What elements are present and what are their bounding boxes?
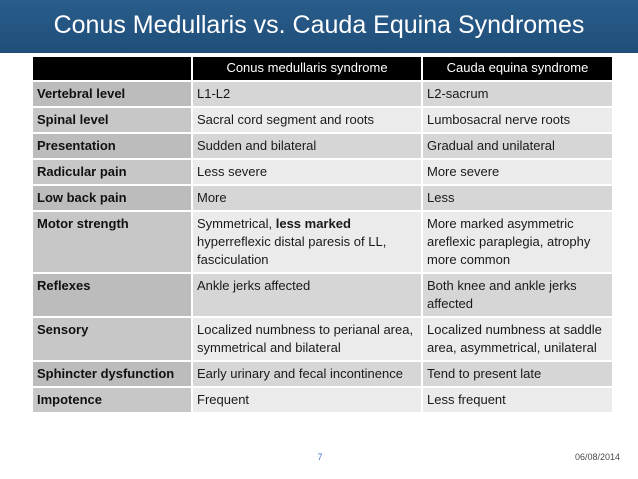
cauda-cell: Tend to present late [422,361,612,387]
cauda-cell: Less [422,185,612,211]
table-row [32,107,612,133]
conus-text-pre: Symmetrical, [197,216,276,231]
row-label: Sensory [32,317,192,361]
header-cauda-equina: Cauda equina syndrome [422,56,612,81]
row-label: Spinal level [32,107,192,133]
conus-cell [192,211,422,273]
table-row [32,81,612,107]
cauda-cell: Localized numbness at saddle area, asymmetrical, unilateral [422,317,612,361]
table-row [32,133,612,159]
row-label: Impotence [32,387,192,412]
table-row [32,387,612,412]
cauda-cell: L2-sacrum [422,81,612,107]
header-conus-medullaris: Conus medullaris syndrome [192,56,422,81]
conus-cell: Frequent [192,387,422,412]
slide-title: Conus Medullaris vs. Cauda Equina Syndromes [53,11,585,39]
table-row [32,159,612,185]
conus-cell: More [192,185,422,211]
conus-cell: Early urinary and fecal incontinence [192,361,422,387]
conus-cell: L1-L2 [192,81,422,107]
cauda-cell: More severe [422,159,612,185]
cauda-cell: Gradual and unilateral [422,133,612,159]
conus-cell: Localized numbness to perianal area, symmetrical and bilateral [192,317,422,361]
cauda-cell: Both knee and ankle jerks affected [422,273,612,317]
table-row [32,211,612,273]
table-row [32,317,612,361]
comparison-table [31,55,612,412]
cauda-cell: Less frequent [422,387,612,412]
conus-text-bold: less marked [275,216,351,231]
conus-text-post: hyperreflexic distal paresis of LL, fasciculation [197,234,387,267]
row-label: Radicular pain [32,159,192,185]
row-label: Presentation [32,133,192,159]
row-label: Sphincter dysfunction [32,361,192,387]
header-corner-cell [32,56,192,81]
conus-cell: Sacral cord segment and roots [192,107,422,133]
row-label: Vertebral level [32,81,192,107]
row-label: Reflexes [32,273,192,317]
table-row [32,273,612,317]
row-label: Motor strength [32,211,192,273]
table-row [32,185,612,211]
table-header-row [32,56,612,81]
cauda-cell: Lumbosacral nerve roots [422,107,612,133]
row-label: Low back pain [32,185,192,211]
conus-cell: Sudden and bilateral [192,133,422,159]
table-row [32,361,612,387]
slide-date: 06/08/2014 [574,452,620,462]
cauda-cell: More marked asymmetric areflexic paraplegia, atrophy more common [422,211,612,273]
conus-cell: Less severe [192,159,422,185]
page-number: 7 [317,452,323,462]
conus-cell: Ankle jerks affected [192,273,422,317]
